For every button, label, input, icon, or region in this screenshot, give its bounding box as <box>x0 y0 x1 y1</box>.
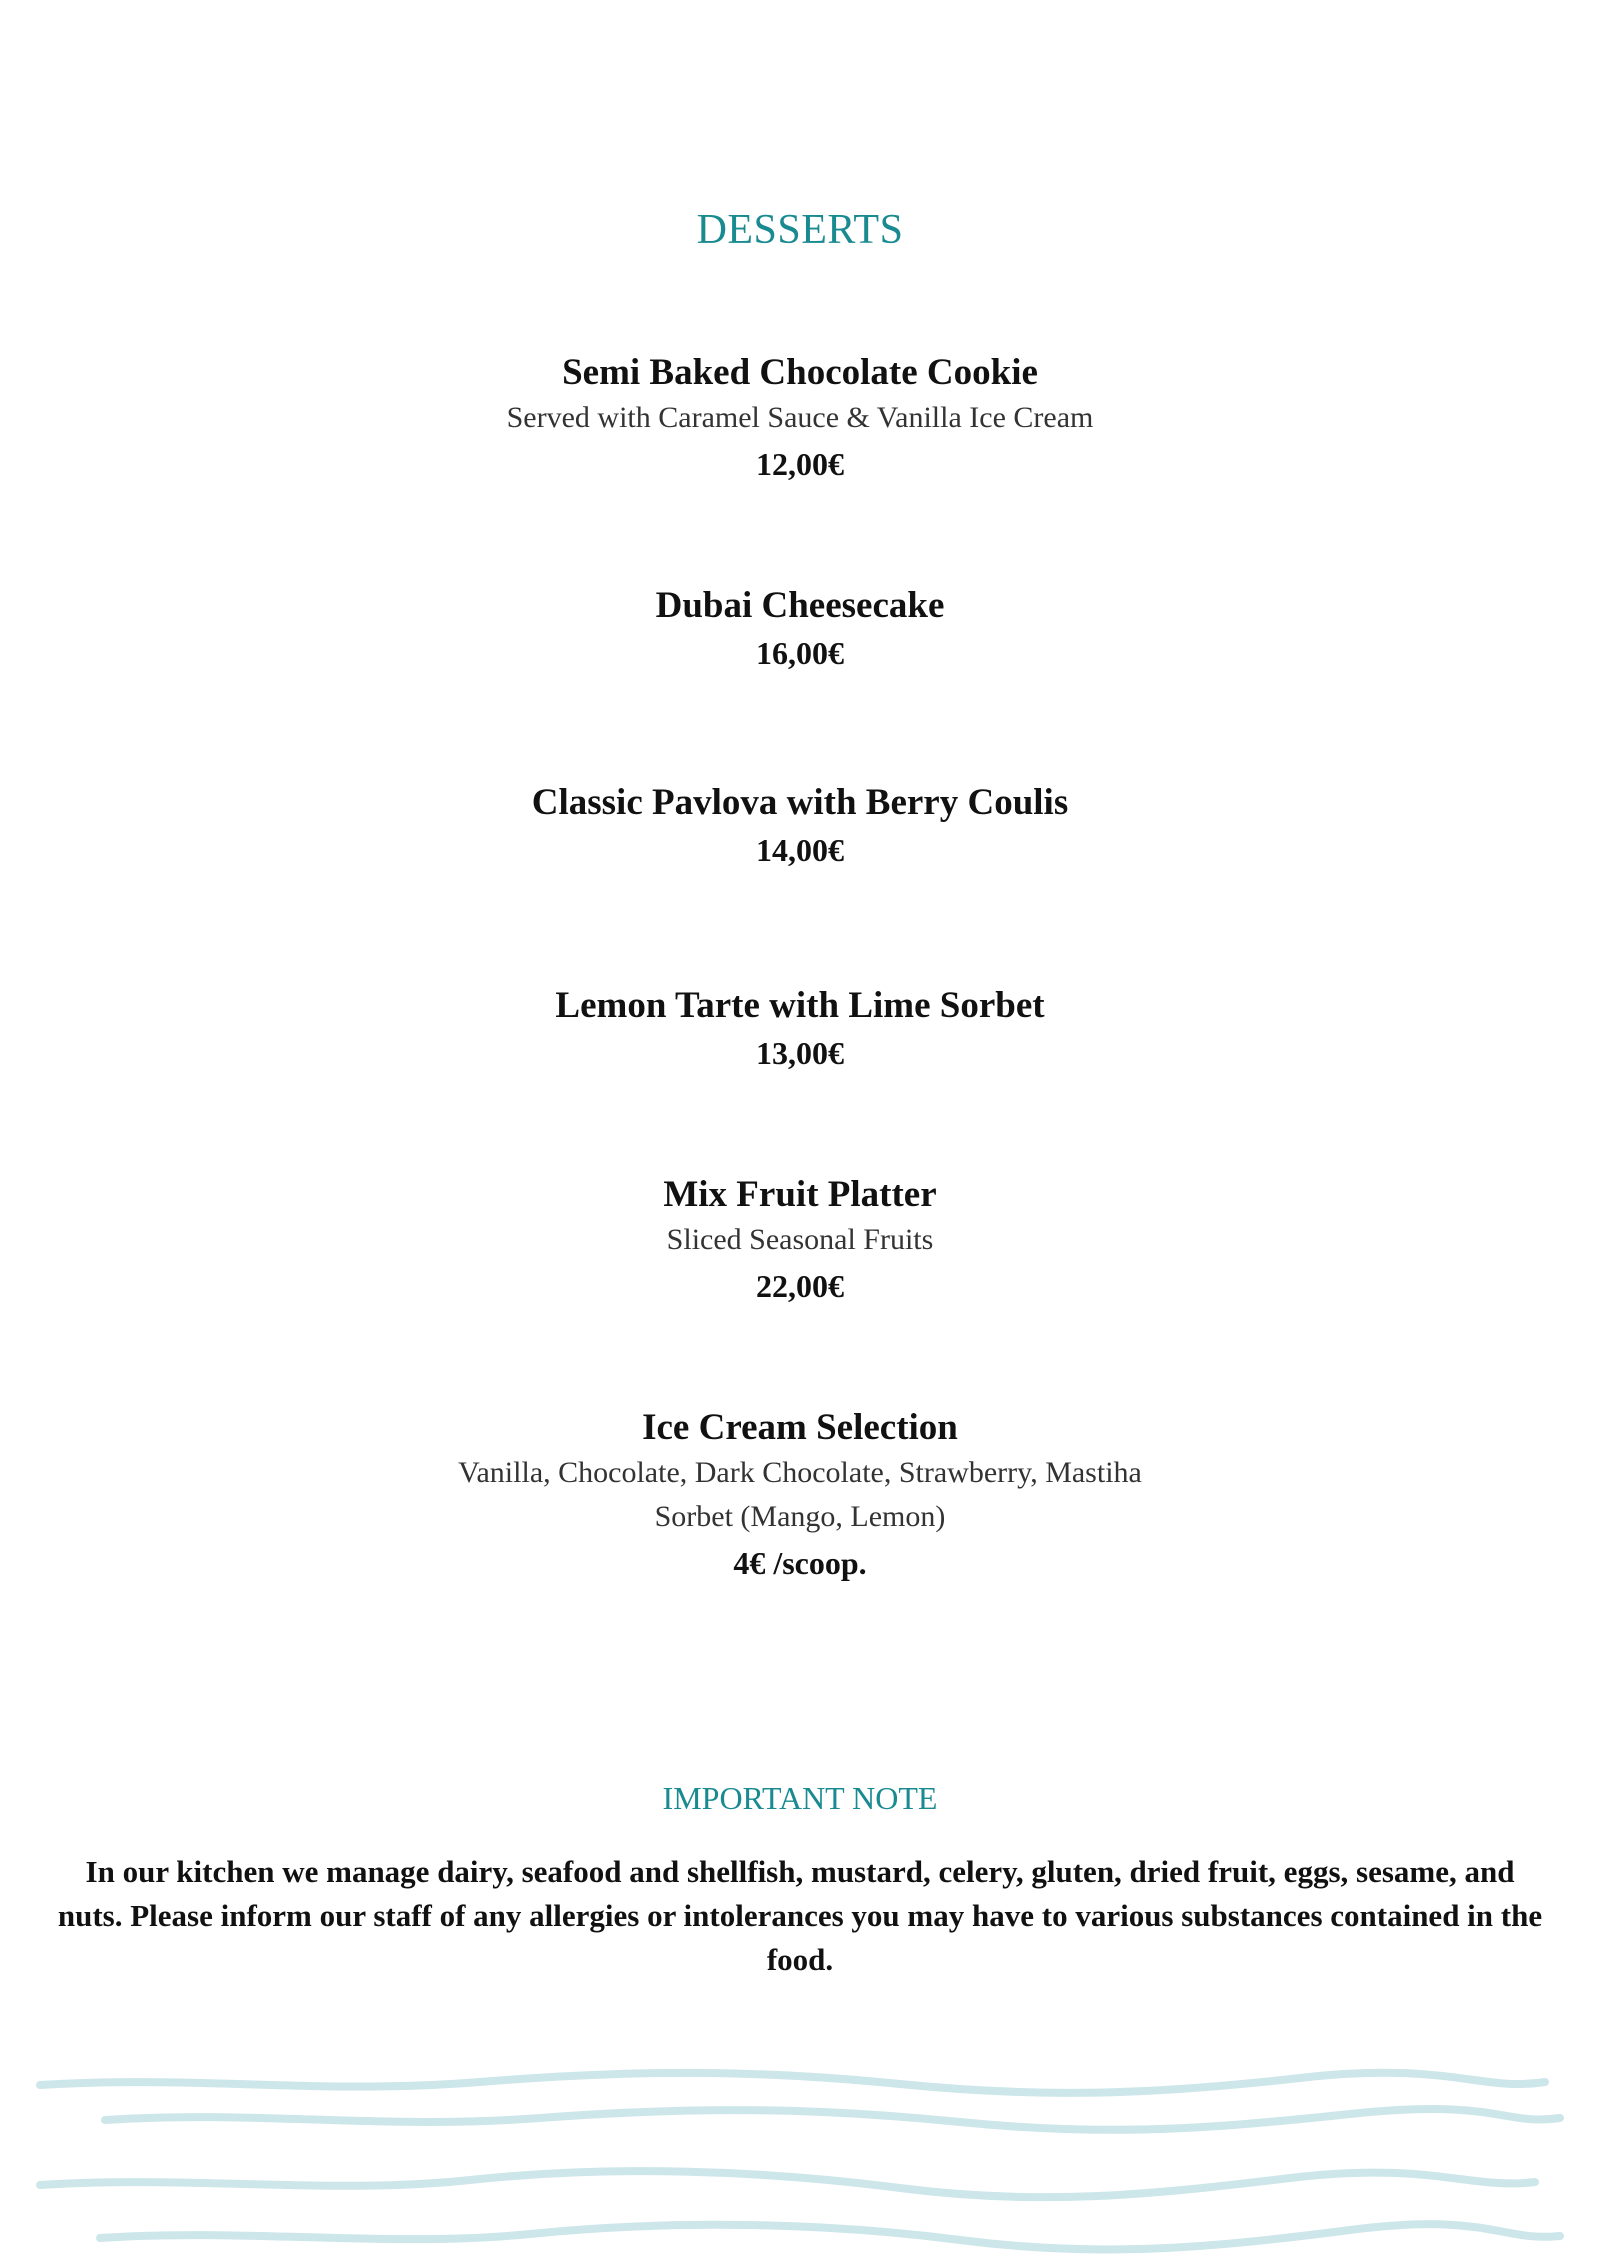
menu-item <box>0 780 1600 874</box>
menu-item <box>0 350 1600 488</box>
item-description: Vanilla, Chocolate, Dark Chocolate, Strawberry, Mastiha Sorbet (Mango, Lemon) <box>458 1456 1142 1533</box>
menu-item <box>0 983 1600 1077</box>
menu-item <box>0 1405 1600 1587</box>
item-description: Served with Caramel Sauce & Vanilla Ice Cream <box>506 401 1094 434</box>
item-name: Semi Baked Chocolate Cookie <box>562 352 1038 393</box>
item-price: 4€ /scoop. <box>733 1545 867 1581</box>
wave-decoration <box>0 2040 1600 2264</box>
item-description: Sliced Seasonal Fruits <box>666 1223 934 1256</box>
menu-item <box>0 1172 1600 1310</box>
menu-item <box>0 583 1600 677</box>
page-title: DESSERTS <box>696 207 904 253</box>
wave-line <box>40 2073 1545 2093</box>
item-name: Classic Pavlova with Berry Coulis <box>531 782 1069 823</box>
item-name: Mix Fruit Platter <box>663 1174 937 1215</box>
wave-line <box>40 2171 1535 2197</box>
wave-line <box>100 2224 1560 2249</box>
item-name: Lemon Tarte with Lime Sorbet <box>555 985 1045 1026</box>
item-price: 13,00€ <box>756 1035 844 1071</box>
allergy-note: In our kitchen we manage dairy, seafood and shellfish, mustard, celery, gluten, dried fruit, eggs, sesame, and nuts. Please inform our staff of any allergies or intolerances you may have to various substances contained in the food. <box>57 1854 1543 1977</box>
item-name: Ice Cream Selection <box>642 1407 958 1448</box>
item-price: 12,00€ <box>756 446 844 482</box>
item-price: 22,00€ <box>756 1268 844 1304</box>
item-name: Dubai Cheesecake <box>655 585 945 626</box>
item-price: 16,00€ <box>756 635 844 671</box>
wave-line <box>105 2109 1560 2130</box>
item-price: 14,00€ <box>756 832 844 868</box>
note-title: IMPORTANT NOTE <box>662 1780 938 1816</box>
